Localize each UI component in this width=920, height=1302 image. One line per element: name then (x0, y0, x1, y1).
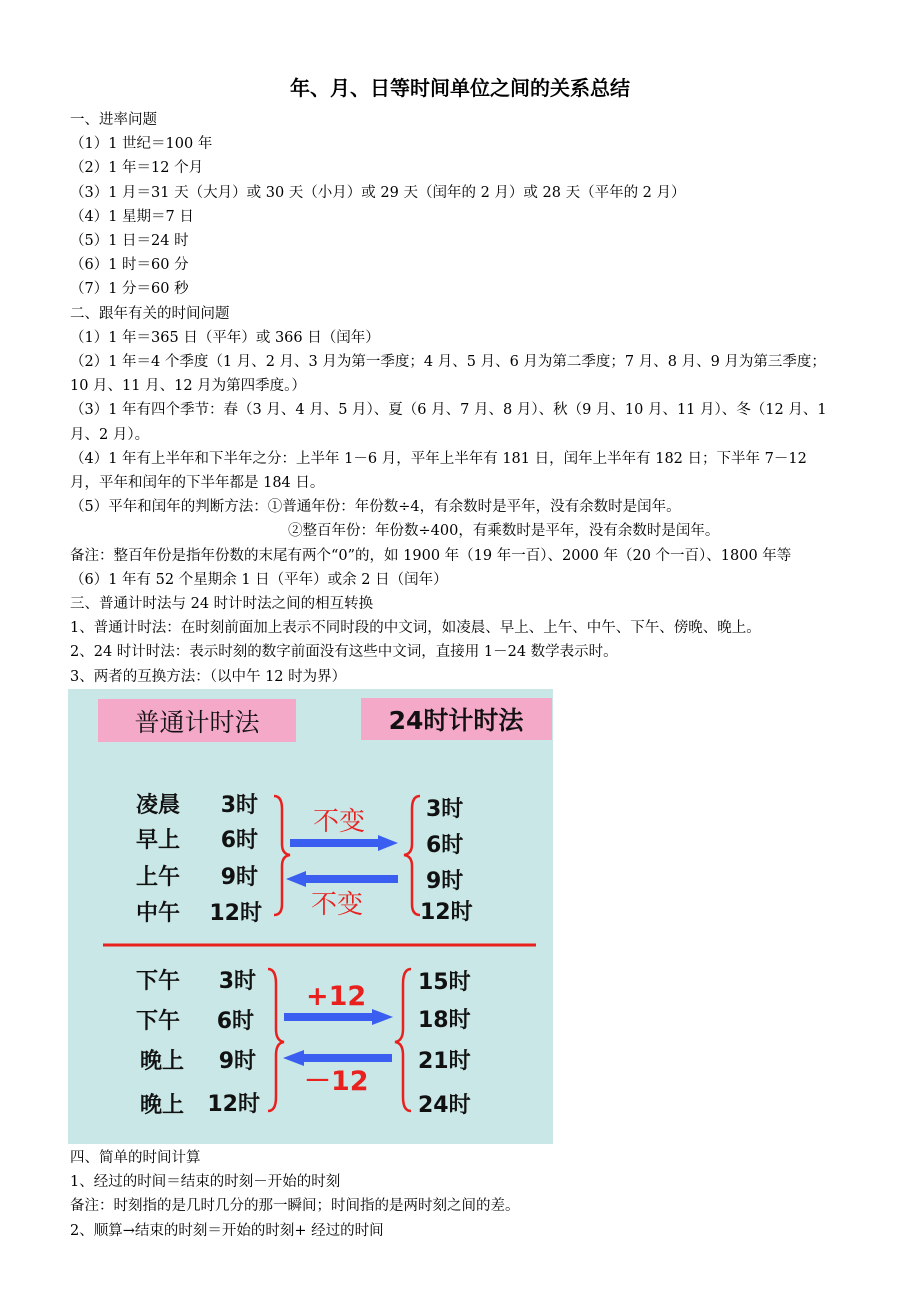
period-label: 下午 (136, 968, 181, 994)
list-item: （5）平年和闰年的判断方法：①普通年份：年份数÷4，有余数时是平年，没有余数时是闰年。 (70, 499, 681, 516)
h24-label: 21时 (418, 1048, 471, 1074)
h24-label: 6时 (426, 832, 464, 858)
time-conversion-figure (68, 689, 553, 1144)
right-header: 24时计时法 (388, 705, 524, 735)
h24-label: 24时 (418, 1092, 471, 1118)
hour-label: 12时 (207, 1091, 260, 1117)
list-item: 1、经过的时间＝结束的时刻－开始的时刻 (70, 1174, 341, 1191)
h24-label: 3时 (426, 796, 464, 822)
document-body (70, 108, 870, 1144)
section-4 (70, 1146, 870, 1243)
list-item: （1）1 年＝365 日（平年）或 366 日（闰年） (70, 329, 380, 346)
list-item: （7）1 分＝60 秒 (70, 281, 189, 298)
list-item: 2、顺算→结束的时刻＝开始的时刻+ 经过的时间 (70, 1222, 384, 1239)
section-heading: 四、简单的时间计算 (70, 1150, 201, 1166)
list-item: （2）1 年＝4 个季度（1 月、2 月、3 月为第一季度；4 月、5 月、6 月为第二季度；7 月、8 月、9 月为第三季度； (70, 354, 826, 371)
arrow-left-icon (283, 1050, 392, 1066)
arrow-right-icon (290, 835, 398, 851)
minus-12-label: －12 (304, 1065, 369, 1097)
section-heading: 一、进率问题 (70, 112, 157, 128)
hour-label: 3时 (220, 792, 258, 818)
period-label: 下午 (136, 1008, 181, 1034)
plus-12-label: +12 (306, 980, 367, 1012)
h24-label: 18时 (418, 1007, 471, 1033)
h24-label: 12时 (420, 899, 473, 925)
list-item: （6）1 年有 52 个星期余 1 日（平年）或余 2 日（闰年） (70, 571, 448, 588)
hour-label: 9时 (220, 864, 258, 890)
period-label: 晚上 (140, 1092, 185, 1118)
h24-label: 15时 (418, 969, 471, 995)
period-label: 晚上 (140, 1048, 185, 1074)
right-brace-top (404, 796, 420, 915)
left-header: 普通计时法 (134, 707, 260, 737)
period-label: 中午 (136, 900, 181, 926)
list-item-cont: 月，平年和闰年的下半年都是 184 日。 (70, 475, 325, 492)
period-label: 上午 (136, 864, 181, 890)
list-item: 2、24 时计时法：表示时刻的数字前面没有这些中文词，直接用 1－24 数学表示时。 (70, 644, 618, 661)
hour-label: 6时 (220, 827, 258, 853)
list-item-cont: ②整百年份：年份数÷400，有乘数时是平年，没有余数时是闰年。 (288, 523, 720, 540)
h24-label: 9时 (426, 868, 464, 894)
hour-label: 6时 (216, 1008, 254, 1034)
list-item: （1）1 世纪＝100 年 (70, 136, 213, 153)
list-item: （4）1 年有上半年和下半年之分：上半年 1－6 月，平年上半年有 181 日，闰年上半年有 182 日；下半年 7－12 (70, 450, 807, 467)
list-item: （6）1 时＝60 分 (70, 257, 189, 274)
list-item: （3）1 年有四个季节：春（3 月、4 月、5 月）、夏（6 月、7 月、8 月）、秋（9 月、10 月、11 月）、冬（12 月、1 (70, 402, 827, 419)
unchanged-label: 不变 (311, 889, 364, 920)
left-brace-top (274, 796, 290, 915)
hour-label: 9时 (218, 1048, 256, 1074)
page-title: 年、月、日等时间单位之间的关系总结 (290, 76, 630, 100)
list-item-cont: 月、2 月）。 (70, 426, 150, 443)
list-item: （4）1 星期＝7 日 (70, 208, 194, 225)
period-label: 凌晨 (136, 792, 181, 818)
period-label: 早上 (136, 827, 181, 853)
note: 备注：整百年份是指年份数的末尾有两个“0”的，如 1900 年（19 年一百）、2000 年（20 个一百）、1800 年等 (70, 547, 792, 564)
list-item: （5）1 日＝24 时 (70, 233, 189, 250)
right-brace-bottom (395, 969, 411, 1111)
arrow-left-icon (286, 871, 398, 887)
left-brace-bottom (268, 969, 284, 1111)
note: 备注：时刻指的是几时几分的那一瞬间；时间指的是两时刻之间的差。 (70, 1198, 520, 1215)
list-item: 1、普通计时法：在时刻前面加上表示不同时段的中文词，如凌晨、早上、上午、中午、下午、傍晚、晚上。 (70, 620, 761, 637)
hour-label: 12时 (209, 900, 262, 926)
list-item: 3、两者的互换方法：（以中午 12 时为界） (70, 668, 347, 685)
section-heading: 三、普通计时法与 24 时计时法之间的相互转换 (70, 596, 374, 613)
list-item-cont: 10 月、11 月、12 月为第四季度。） (70, 378, 306, 395)
unchanged-label: 不变 (313, 806, 366, 837)
list-item: （2）1 年＝12 个月 (70, 160, 204, 177)
hour-label: 3时 (218, 968, 256, 994)
list-item: （3）1 月＝31 天（大月）或 30 天（小月）或 29 天（闰年的 2 月）或 28 天（平年的 2 月） (70, 184, 686, 201)
section-heading: 二、跟年有关的时间问题 (70, 305, 230, 322)
